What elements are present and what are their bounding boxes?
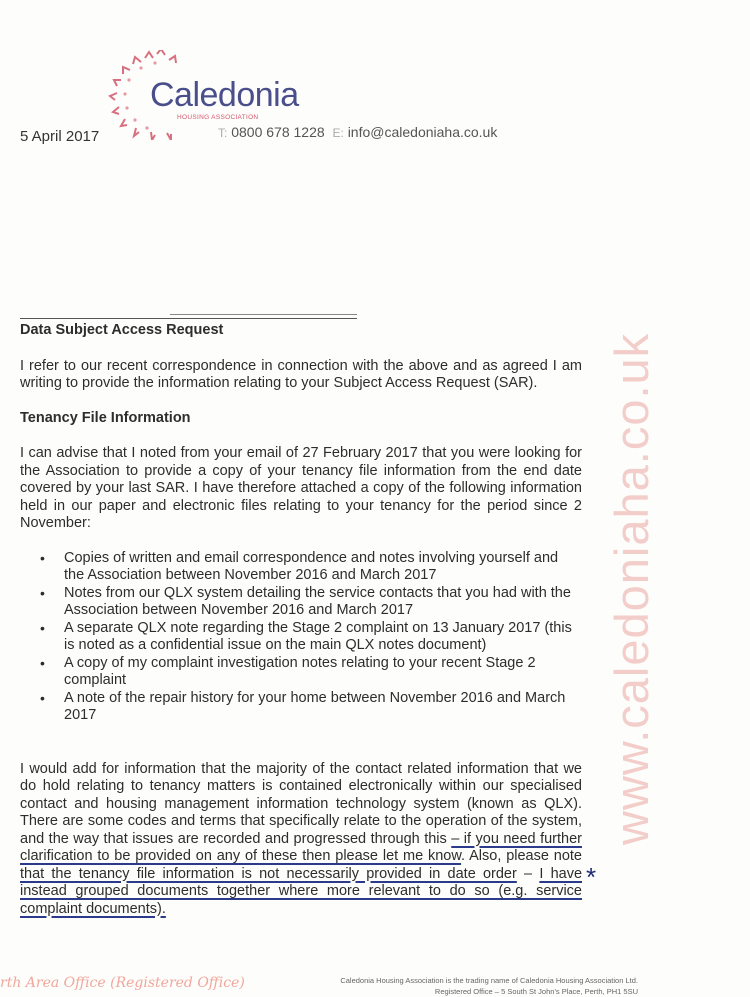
email-label: E: <box>332 126 344 140</box>
list-item: • A separate QLX note regarding the Stage 2 complaint on 13 January 2017 (this is noted as a confidential issue on the main QLX notes document) <box>40 619 572 653</box>
closing-paragraph: I would add for information that the majority of the contact related information that we do hold relating to tenancy matters is contained electronically within our specialised contact and housing management information technology system (known as QLX). There are some codes and terms that specifically relate to the operation of the system, and the way that issues are recorded and progressed through this – if you need further clarification to be provided on any of these then please let me know. Also, please note that the tenancy file information is not necessarily provided in date order – I have instead grouped documents together where more relevant to do so (e.g. service complaint documents). <box>20 760 583 917</box>
contact-line <box>218 124 497 140</box>
intro-paragraph: I refer to our recent correspondence in connection with the above and as agreed I am writing to provide the information relating to your Subject Access Request (SAR). <box>20 357 582 391</box>
divider-line <box>170 314 357 315</box>
list-item: • A note of the repair history for your home between November 2016 and March 2017 <box>40 689 566 723</box>
logo-subtitle: HOUSING ASSOCIATION <box>177 114 259 121</box>
side-watermark-url: www.caledoniaha.co.uk <box>605 332 658 845</box>
handwritten-underline-2: that the tenancy file information is not necessarily provided in date order <box>20 865 517 882</box>
phone-label: T: <box>218 126 228 140</box>
attached-items-list <box>20 550 582 725</box>
section-heading: Tenancy File Information <box>20 409 191 426</box>
handwritten-underline-1: – if you need further clarification to be provided on any of these then please let me know <box>20 830 582 864</box>
footer-office: rth Area Office (Registered Office) <box>0 975 245 991</box>
advise-paragraph: I can advise that I noted from your email of 27 February 2017 that you were looking for the Association to provide a copy of your tenancy file information from the end date covered by your last SAR. I have therefore attached a copy of the following information held in our paper and electronic files relating to your tenancy for the period since 2 November: <box>20 445 582 531</box>
divider-line <box>20 318 357 319</box>
subject-heading: Data Subject Access Request <box>20 322 224 338</box>
phone-number: 0800 678 1228 <box>231 124 325 140</box>
letter-date: 5 April 2017 <box>20 128 100 145</box>
handwritten-asterisk: * <box>586 862 597 892</box>
logo-wordmark: Caledonia <box>150 76 299 114</box>
handwritten-underline-3: I have instead grouped documents together where more relevant to do so (e.g. service complaint documents). <box>20 865 583 917</box>
email-address: info@caledoniaha.co.uk <box>347 124 498 140</box>
list-item: • Copies of written and email correspondence and notes involving yourself and the Association between November 2016 and March 2017 <box>40 549 559 583</box>
list-item: • A copy of my complaint investigation notes relating to your recent Stage 2 complaint <box>40 654 536 688</box>
footer-legal: Caledonia Housing Association is the trading name of Caledonia Housing Association Ltd. Registered Office – 5 South St John's Place, Perth, PH1 5SU <box>340 976 638 996</box>
letter-body <box>20 322 582 918</box>
list-item: • Notes from our QLX system detailing the service contacts that you had with the Association between November 2016 and March 2017 <box>40 584 571 618</box>
